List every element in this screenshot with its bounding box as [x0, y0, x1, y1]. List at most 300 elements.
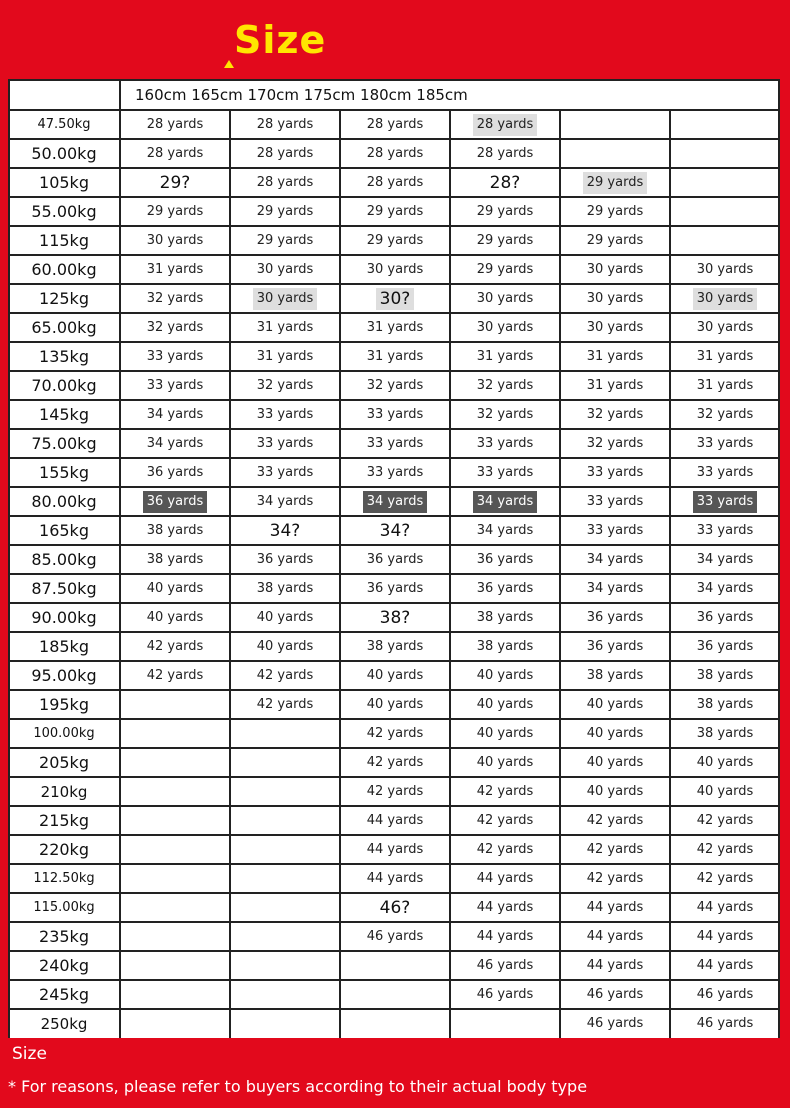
- size-value: 46 yards: [583, 1013, 647, 1035]
- size-cell: [451, 864, 559, 893]
- size-cell: [341, 690, 449, 719]
- size-cell: [231, 342, 339, 371]
- size-cell: [451, 574, 559, 603]
- size-value: 34?: [376, 520, 415, 542]
- size-value: 30 yards: [583, 259, 647, 281]
- size-value: 42 yards: [693, 810, 757, 832]
- size-value: 46 yards: [363, 926, 427, 948]
- weight-label: 90.00kg: [31, 608, 97, 627]
- size-value: 38 yards: [583, 665, 647, 687]
- size-cell: [231, 255, 339, 284]
- size-value: 44 yards: [583, 897, 647, 919]
- size-cell: [451, 487, 559, 516]
- size-value: 33 yards: [473, 433, 537, 455]
- size-cell: [231, 371, 339, 400]
- size-cell: [231, 516, 339, 545]
- size-cell: [341, 371, 449, 400]
- weight-label: 205kg: [39, 753, 89, 772]
- size-cell: [561, 168, 669, 197]
- size-value: 40 yards: [583, 752, 647, 774]
- size-cell: [451, 748, 559, 777]
- size-cell: [341, 516, 449, 545]
- size-cell: [561, 574, 669, 603]
- size-cell: [671, 719, 779, 748]
- size-cell: [451, 168, 559, 197]
- size-value: 33 yards: [473, 462, 537, 484]
- size-cell: [341, 487, 449, 516]
- size-value: 28 yards: [473, 114, 537, 136]
- weight-label: 240kg: [39, 956, 89, 975]
- size-value: 28 yards: [473, 143, 537, 165]
- size-cell: [341, 400, 449, 429]
- weight-label: 100.00kg: [33, 726, 95, 741]
- size-value: 38 yards: [363, 636, 427, 658]
- size-value: 32 yards: [693, 404, 757, 426]
- size-value: 28 yards: [143, 114, 207, 136]
- size-value: 32 yards: [253, 375, 317, 397]
- size-cell: [121, 661, 229, 690]
- size-value: 33 yards: [693, 491, 757, 513]
- size-cell: [561, 458, 669, 487]
- size-value: 33 yards: [693, 520, 757, 542]
- size-value: 32 yards: [143, 317, 207, 339]
- size-cell: [231, 197, 339, 226]
- size-cell: [561, 429, 669, 458]
- size-cell: [451, 893, 559, 922]
- size-cell: [561, 980, 669, 1009]
- size-cell: [561, 1009, 669, 1038]
- size-cell: [341, 806, 449, 835]
- size-value: 34 yards: [143, 433, 207, 455]
- size-value: 44 yards: [693, 926, 757, 948]
- size-cell: [341, 429, 449, 458]
- size-value: 44 yards: [363, 868, 427, 890]
- weight-label: 155kg: [39, 463, 89, 482]
- size-cell: [121, 168, 229, 197]
- size-cell: [231, 139, 339, 168]
- size-value: 40 yards: [473, 665, 537, 687]
- size-value: 34 yards: [693, 578, 757, 600]
- size-cell: [451, 429, 559, 458]
- size-value: 42 yards: [693, 839, 757, 861]
- weight-label: 55.00kg: [31, 202, 97, 221]
- size-cell: [341, 835, 449, 864]
- size-cell: [561, 487, 669, 516]
- size-cell: [231, 429, 339, 458]
- size-value: 40 yards: [583, 723, 647, 745]
- size-value: 28 yards: [253, 114, 317, 136]
- size-cell: [561, 951, 669, 980]
- size-value: 42 yards: [363, 752, 427, 774]
- size-cell: [561, 197, 669, 226]
- weight-label: 50.00kg: [31, 144, 97, 163]
- size-value: 42 yards: [583, 839, 647, 861]
- size-value: 46?: [376, 897, 415, 919]
- size-value: 36 yards: [363, 549, 427, 571]
- size-value: 33 yards: [363, 404, 427, 426]
- size-value: 31 yards: [583, 346, 647, 368]
- size-value: 29 yards: [583, 201, 647, 223]
- size-cell: [451, 835, 559, 864]
- size-cell: [561, 255, 669, 284]
- size-value: 46 yards: [693, 1013, 757, 1035]
- size-cell: [671, 603, 779, 632]
- size-cell: [231, 632, 339, 661]
- size-value: 36 yards: [473, 549, 537, 571]
- size-value: 34 yards: [693, 549, 757, 571]
- size-cell: [341, 777, 449, 806]
- size-cell: [561, 748, 669, 777]
- size-value: 44 yards: [473, 926, 537, 948]
- size-value: 46 yards: [693, 984, 757, 1006]
- size-cell: [341, 864, 449, 893]
- weight-label: 220kg: [39, 840, 89, 859]
- size-cell: [121, 400, 229, 429]
- size-cell: [671, 400, 779, 429]
- size-value: 38 yards: [693, 665, 757, 687]
- size-cell: [121, 371, 229, 400]
- size-cell: [561, 400, 669, 429]
- weight-label: 70.00kg: [31, 376, 97, 395]
- size-cell: [561, 342, 669, 371]
- size-cell: [561, 661, 669, 690]
- size-cell: [671, 342, 779, 371]
- size-cell: [231, 110, 339, 139]
- size-cell: [341, 168, 449, 197]
- size-cell: [341, 342, 449, 371]
- page-title: Size: [234, 18, 327, 62]
- weight-label: 165kg: [39, 521, 89, 540]
- size-value: 38 yards: [473, 636, 537, 658]
- size-cell: [561, 806, 669, 835]
- size-cell: [341, 284, 449, 313]
- size-value: 34 yards: [583, 578, 647, 600]
- size-cell: [341, 226, 449, 255]
- size-cell: [341, 313, 449, 342]
- size-value: 44 yards: [583, 955, 647, 977]
- size-value: 30 yards: [693, 317, 757, 339]
- weight-label: 145kg: [39, 405, 89, 424]
- size-cell: [341, 458, 449, 487]
- title-arrow-icon: [224, 60, 234, 68]
- size-value: 33 yards: [143, 375, 207, 397]
- size-value: 42 yards: [363, 723, 427, 745]
- size-cell: [561, 777, 669, 806]
- size-cell: [671, 893, 779, 922]
- size-cell: [451, 139, 559, 168]
- weight-label: 135kg: [39, 347, 89, 366]
- size-cell: [671, 951, 779, 980]
- size-cell: [671, 835, 779, 864]
- size-cell: [341, 748, 449, 777]
- size-cell: [121, 342, 229, 371]
- size-cell: [451, 284, 559, 313]
- size-value: 29 yards: [473, 259, 537, 281]
- size-cell: [121, 632, 229, 661]
- footnote: * For reasons, please refer to buyers according to their actual body type: [8, 1077, 588, 1096]
- size-value: 31 yards: [693, 375, 757, 397]
- weight-label: 185kg: [39, 637, 89, 656]
- size-value: 31 yards: [143, 259, 207, 281]
- size-value: 38 yards: [143, 549, 207, 571]
- size-cell: [561, 922, 669, 951]
- size-cell: [341, 603, 449, 632]
- size-cell: [561, 545, 669, 574]
- size-value: 29 yards: [363, 201, 427, 223]
- size-value: 31 yards: [583, 375, 647, 397]
- size-cell: [671, 777, 779, 806]
- weight-label: 125kg: [39, 289, 89, 308]
- size-cell: [671, 313, 779, 342]
- size-value: 36 yards: [143, 462, 207, 484]
- size-value: 40 yards: [363, 665, 427, 687]
- size-cell: [341, 545, 449, 574]
- weight-label: 195kg: [39, 695, 89, 714]
- size-value: 32 yards: [363, 375, 427, 397]
- size-value: 44 yards: [583, 926, 647, 948]
- size-value: 36 yards: [583, 636, 647, 658]
- size-cell: [121, 603, 229, 632]
- size-value: 33 yards: [693, 433, 757, 455]
- size-value: 32 yards: [473, 404, 537, 426]
- size-cell: [341, 661, 449, 690]
- size-cell: [671, 255, 779, 284]
- size-cell: [671, 545, 779, 574]
- size-value: 40 yards: [473, 694, 537, 716]
- size-value: 32 yards: [583, 433, 647, 455]
- weight-label: 215kg: [39, 811, 89, 830]
- size-value: 46 yards: [473, 955, 537, 977]
- size-value: 33 yards: [143, 346, 207, 368]
- size-cell: [561, 516, 669, 545]
- size-value: 29 yards: [583, 172, 647, 194]
- size-cell: [671, 458, 779, 487]
- size-value: 33 yards: [363, 462, 427, 484]
- size-value: 30 yards: [143, 230, 207, 252]
- size-cell: [341, 922, 449, 951]
- size-value: 42 yards: [473, 781, 537, 803]
- size-value: 36 yards: [253, 549, 317, 571]
- size-value: 40 yards: [473, 723, 537, 745]
- size-value: 40 yards: [253, 636, 317, 658]
- weight-label: 250kg: [40, 1014, 88, 1033]
- size-value: 30 yards: [693, 288, 757, 310]
- size-value: 30 yards: [583, 288, 647, 310]
- size-cell: [121, 284, 229, 313]
- size-cell: [561, 690, 669, 719]
- size-cell: [451, 951, 559, 980]
- size-cell: [671, 922, 779, 951]
- size-cell: [231, 284, 339, 313]
- size-cell: [451, 313, 559, 342]
- size-value: 44 yards: [473, 897, 537, 919]
- size-cell: [121, 429, 229, 458]
- size-chart: [8, 79, 780, 1038]
- size-cell: [341, 255, 449, 284]
- size-value: 38 yards: [473, 607, 537, 629]
- size-value: 42 yards: [693, 868, 757, 890]
- size-value: 38 yards: [693, 694, 757, 716]
- size-value: 36 yards: [693, 636, 757, 658]
- size-value: 34 yards: [253, 491, 317, 513]
- size-cell: [671, 661, 779, 690]
- size-cell: [121, 226, 229, 255]
- size-value: 30 yards: [253, 259, 317, 281]
- size-cell: [451, 661, 559, 690]
- size-value: 30 yards: [473, 288, 537, 310]
- size-value: 38 yards: [143, 520, 207, 542]
- size-value: 33 yards: [693, 462, 757, 484]
- size-cell: [451, 342, 559, 371]
- size-cell: [341, 574, 449, 603]
- size-value: 42 yards: [253, 694, 317, 716]
- size-cell: [231, 458, 339, 487]
- weight-label: 47.50kg: [37, 117, 91, 132]
- weight-label: 105kg: [39, 173, 89, 192]
- weight-label: 210kg: [40, 782, 88, 801]
- size-cell: [451, 516, 559, 545]
- size-value: 31 yards: [693, 346, 757, 368]
- size-cell: [451, 980, 559, 1009]
- size-value: 33 yards: [363, 433, 427, 455]
- size-cell: [561, 835, 669, 864]
- weight-label: 85.00kg: [31, 550, 97, 569]
- size-cell: [671, 371, 779, 400]
- size-cell: [671, 284, 779, 313]
- size-value: 28?: [486, 172, 525, 194]
- size-value: 34 yards: [473, 520, 537, 542]
- size-value: 42 yards: [363, 781, 427, 803]
- size-cell: [231, 545, 339, 574]
- size-value: 36 yards: [583, 607, 647, 629]
- size-value: 36 yards: [473, 578, 537, 600]
- size-value: 42 yards: [473, 810, 537, 832]
- size-cell: [451, 603, 559, 632]
- size-value: 38 yards: [253, 578, 317, 600]
- size-value: 40 yards: [143, 607, 207, 629]
- size-cell: [451, 806, 559, 835]
- weight-label: 115kg: [39, 231, 89, 250]
- size-cell: [121, 487, 229, 516]
- size-value: 33 yards: [583, 491, 647, 513]
- size-value: 40 yards: [583, 694, 647, 716]
- size-value: 28 yards: [253, 143, 317, 165]
- size-cell: [341, 139, 449, 168]
- size-value: 44 yards: [473, 868, 537, 890]
- size-value: 33 yards: [253, 433, 317, 455]
- size-value: 40 yards: [583, 781, 647, 803]
- size-cell: [671, 1009, 779, 1038]
- size-cell: [121, 139, 229, 168]
- size-cell: [671, 574, 779, 603]
- size-cell: [121, 197, 229, 226]
- size-cell: [671, 864, 779, 893]
- size-cell: [671, 632, 779, 661]
- footer-label: Size: [12, 1044, 47, 1064]
- size-value: 31 yards: [363, 346, 427, 368]
- size-value: 28 yards: [143, 143, 207, 165]
- size-value: 40 yards: [253, 607, 317, 629]
- size-value: 42 yards: [583, 810, 647, 832]
- size-value: 29 yards: [583, 230, 647, 252]
- weight-label: 87.50kg: [31, 579, 97, 598]
- size-cell: [451, 777, 559, 806]
- size-value: 42 yards: [143, 665, 207, 687]
- size-value: 30 yards: [363, 259, 427, 281]
- size-value: 42 yards: [583, 868, 647, 890]
- size-value: 32 yards: [143, 288, 207, 310]
- size-value: 40 yards: [693, 781, 757, 803]
- size-value: 29 yards: [363, 230, 427, 252]
- size-value: 29 yards: [473, 230, 537, 252]
- size-cell: [341, 719, 449, 748]
- size-value: 46 yards: [473, 984, 537, 1006]
- weight-label: 115.00kg: [33, 900, 95, 915]
- size-value: 44 yards: [693, 955, 757, 977]
- size-cell: [671, 980, 779, 1009]
- size-value: 31 yards: [253, 317, 317, 339]
- size-cell: [231, 603, 339, 632]
- size-cell: [671, 487, 779, 516]
- size-cell: [451, 400, 559, 429]
- size-value: 28 yards: [253, 172, 317, 194]
- size-value: 40 yards: [363, 694, 427, 716]
- weight-label: 80.00kg: [31, 492, 97, 511]
- size-cell: [451, 922, 559, 951]
- size-value: 29 yards: [473, 201, 537, 223]
- size-value: 36 yards: [143, 491, 207, 513]
- size-cell: [231, 226, 339, 255]
- size-cell: [231, 690, 339, 719]
- size-value: 28 yards: [363, 114, 427, 136]
- size-cell: [231, 313, 339, 342]
- size-cell: [561, 226, 669, 255]
- size-cell: [561, 632, 669, 661]
- size-cell: [451, 197, 559, 226]
- size-value: 33 yards: [583, 520, 647, 542]
- size-cell: [121, 458, 229, 487]
- size-cell: [121, 516, 229, 545]
- size-value: 34 yards: [363, 491, 427, 513]
- size-value: 28 yards: [363, 172, 427, 194]
- size-cell: [451, 632, 559, 661]
- size-cell: [451, 110, 559, 139]
- size-value: 31 yards: [253, 346, 317, 368]
- size-cell: [231, 168, 339, 197]
- size-value: 34 yards: [583, 549, 647, 571]
- weight-label: 60.00kg: [31, 260, 97, 279]
- size-cell: [451, 458, 559, 487]
- weight-label: 95.00kg: [31, 666, 97, 685]
- size-value: 42 yards: [143, 636, 207, 658]
- size-cell: [231, 661, 339, 690]
- size-value: 30 yards: [693, 259, 757, 281]
- size-value: 30 yards: [253, 288, 317, 310]
- height-header: 160cm 165cm 170cm 175cm 180cm 185cm: [135, 85, 468, 104]
- size-cell: [671, 806, 779, 835]
- size-value: 40 yards: [693, 752, 757, 774]
- size-value: 44 yards: [693, 897, 757, 919]
- weight-label: 75.00kg: [31, 434, 97, 453]
- size-cell: [451, 226, 559, 255]
- size-cell: [671, 429, 779, 458]
- size-cell: [231, 574, 339, 603]
- size-cell: [121, 574, 229, 603]
- size-value: 40 yards: [143, 578, 207, 600]
- size-cell: [121, 545, 229, 574]
- weight-label: 65.00kg: [31, 318, 97, 337]
- size-value: 29 yards: [143, 201, 207, 223]
